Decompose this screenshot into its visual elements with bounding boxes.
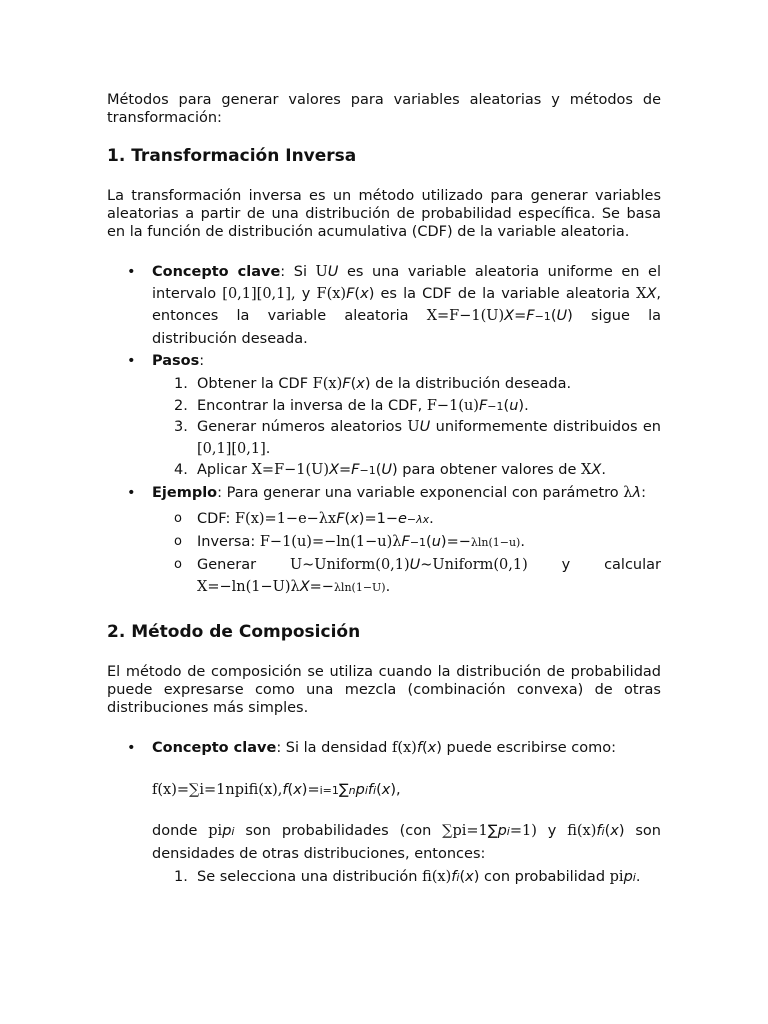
text: puede escribirse como: bbox=[441, 739, 616, 756]
math: x bbox=[350, 510, 359, 527]
math: i bbox=[506, 824, 510, 838]
math: F−1(u) bbox=[426, 397, 479, 414]
math: ) bbox=[364, 376, 371, 392]
text: CDF: bbox=[197, 510, 235, 527]
math: i bbox=[601, 824, 605, 838]
math: p bbox=[623, 868, 633, 885]
text: , entonces la variable aleatoria bbox=[152, 286, 661, 324]
text: Generar números aleatorios bbox=[197, 419, 408, 435]
section-1-heading: 1. Transformación Inversa bbox=[107, 146, 357, 166]
section-2-bullets bbox=[107, 737, 661, 889]
math: ( bbox=[503, 397, 510, 414]
math: F bbox=[336, 510, 345, 527]
math: U bbox=[419, 419, 431, 435]
text: para obtener valores de bbox=[397, 462, 582, 478]
text: : bbox=[199, 353, 205, 369]
step-number: 1. bbox=[174, 376, 188, 392]
math: e bbox=[397, 510, 407, 527]
math: ( bbox=[550, 308, 557, 324]
text: : bbox=[641, 484, 646, 501]
bullet-ejemplo bbox=[107, 482, 661, 599]
math: x bbox=[356, 376, 365, 392]
math: p bbox=[222, 822, 232, 839]
math: ) bbox=[392, 462, 398, 478]
math: fi(x) bbox=[422, 868, 452, 885]
math: p bbox=[355, 781, 365, 798]
text: . bbox=[524, 397, 529, 414]
spacer bbox=[107, 599, 661, 621]
bullet-concepto-clave bbox=[107, 261, 661, 350]
math: pi bbox=[609, 868, 624, 885]
math: ∑ bbox=[487, 822, 498, 839]
math: f bbox=[596, 822, 602, 839]
donde-text bbox=[152, 820, 661, 865]
paso-1 bbox=[152, 374, 661, 396]
step-number: 1. bbox=[174, 868, 188, 885]
math: i bbox=[364, 783, 368, 797]
text: Generar bbox=[197, 556, 290, 573]
math: i bbox=[373, 783, 377, 797]
math: i=1 bbox=[319, 783, 339, 797]
math: ( bbox=[344, 510, 351, 527]
math: X=−ln(1−U)λ bbox=[197, 578, 300, 595]
math: ( bbox=[354, 286, 361, 302]
bullet-pasos bbox=[107, 350, 661, 482]
math: U∼Uniform(0,1) bbox=[289, 556, 410, 573]
math: f bbox=[367, 781, 374, 798]
math: −1 bbox=[487, 399, 504, 413]
math: λ bbox=[623, 484, 633, 501]
math: −1 bbox=[359, 464, 376, 477]
math: ( bbox=[426, 533, 432, 550]
term: Concepto clave bbox=[152, 739, 277, 756]
math: F(x) bbox=[312, 376, 343, 392]
term: Concepto clave bbox=[152, 264, 281, 280]
math: f bbox=[282, 781, 288, 798]
math: i bbox=[632, 870, 636, 884]
text: : Si la densidad bbox=[276, 739, 392, 756]
math: n bbox=[348, 783, 356, 797]
math: u bbox=[509, 397, 519, 414]
math: pi bbox=[208, 822, 223, 839]
section-2-heading: 2. Método de Composición bbox=[107, 621, 361, 642]
math: [0,1][0,1], bbox=[222, 286, 296, 302]
composition-step-1 bbox=[152, 867, 661, 889]
math: =− bbox=[309, 578, 334, 595]
text: Aplicar bbox=[197, 462, 252, 478]
math: ∼Uniform(0,1) bbox=[420, 556, 528, 573]
math: =1) bbox=[509, 822, 537, 839]
text: y calcular bbox=[527, 556, 661, 573]
text: Encontrar la inversa de la CDF, bbox=[197, 397, 427, 414]
math: f(x)=∑i=1npifi(x), bbox=[152, 781, 283, 798]
math: f(x) bbox=[391, 739, 417, 756]
math: ( bbox=[421, 739, 428, 756]
text: donde bbox=[152, 822, 209, 839]
math: ) bbox=[473, 868, 480, 885]
math: X bbox=[329, 462, 339, 478]
math: i bbox=[231, 824, 235, 838]
math: F(x)=1−e−λx bbox=[235, 510, 337, 527]
text: son probabilidades (con bbox=[234, 822, 443, 839]
step-number: 3. bbox=[174, 419, 188, 435]
paso-4 bbox=[152, 460, 661, 482]
math: ( bbox=[376, 781, 382, 798]
math: F(x) bbox=[316, 286, 347, 302]
math: i bbox=[456, 870, 460, 884]
text: es la CDF de la variable aleatoria bbox=[374, 286, 637, 302]
section-2-paragraph: El método de composición se utiliza cuando la distribución de probabilidad puede expresarse como una mezcla (combinación convexa) de otras distribuciones más simples. bbox=[107, 663, 661, 716]
text: . bbox=[265, 440, 271, 457]
math: F bbox=[346, 286, 355, 302]
text: Obtener la CDF bbox=[197, 376, 313, 392]
text: . bbox=[429, 510, 434, 527]
math: U bbox=[381, 462, 393, 478]
math: ( bbox=[350, 376, 357, 392]
math: F bbox=[351, 462, 360, 478]
text: . bbox=[520, 533, 525, 550]
math: F bbox=[342, 376, 351, 392]
ejemplo-generar bbox=[152, 554, 661, 599]
math: U bbox=[556, 308, 568, 324]
math: −1 bbox=[534, 310, 551, 323]
text: sigue la distribución deseada. bbox=[152, 308, 662, 347]
ejemplo-inversa bbox=[152, 531, 661, 554]
step-number: 2. bbox=[174, 397, 188, 414]
math: U bbox=[315, 264, 328, 280]
math: ( bbox=[459, 868, 466, 885]
text: . bbox=[635, 868, 641, 885]
bullet-concepto-clave-2 bbox=[107, 737, 661, 889]
paso-2 bbox=[152, 396, 661, 418]
math: f bbox=[416, 739, 422, 756]
math: λln(1−u) bbox=[470, 535, 521, 549]
math: u bbox=[431, 533, 441, 550]
math: ), bbox=[390, 781, 401, 798]
step-number: 4. bbox=[174, 462, 188, 478]
section-1-paragraph: La transformación inversa es un método utilizado para generar variables aleatorias a partir de una distribución de probabilidad específica. Se basa en la función de distribución acumulativa (CDF) de la variable aleatoria. bbox=[107, 188, 661, 240]
math: ( bbox=[604, 822, 611, 839]
composition-formula bbox=[152, 779, 661, 802]
intro-text: Métodos para generar valores para variables aleatorias y métodos de transformación: bbox=[107, 92, 661, 126]
term: Ejemplo bbox=[152, 484, 218, 501]
composition-steps bbox=[152, 867, 661, 889]
text: con probabilidad bbox=[479, 868, 610, 885]
math: U bbox=[407, 419, 420, 435]
math: λln(1−U) bbox=[333, 580, 386, 594]
text: son densidades de otras distribuciones, entonces: bbox=[152, 822, 661, 862]
math: λ bbox=[632, 484, 642, 501]
math: ) bbox=[618, 822, 625, 839]
math: x bbox=[381, 781, 391, 798]
math: −1 bbox=[409, 535, 427, 549]
math: F bbox=[526, 308, 535, 324]
text: : Para generar una variable exponencial con parámetro bbox=[217, 484, 624, 501]
math: ∑ bbox=[338, 781, 349, 798]
text: y bbox=[536, 822, 568, 839]
math: F−1(u)=−ln(1−u)λ bbox=[259, 533, 402, 550]
math: )=− bbox=[440, 533, 471, 550]
math: X bbox=[646, 286, 657, 302]
math: F bbox=[478, 397, 488, 414]
text: y bbox=[295, 286, 317, 302]
math: x bbox=[360, 286, 369, 302]
math: ) bbox=[567, 308, 573, 324]
math: U bbox=[409, 556, 421, 573]
math: −λx bbox=[406, 512, 430, 526]
math: ( bbox=[375, 462, 382, 478]
paso-3 bbox=[152, 417, 661, 460]
math: x bbox=[293, 781, 302, 798]
math: X bbox=[636, 286, 647, 302]
math: U bbox=[327, 264, 339, 280]
math: X bbox=[504, 308, 515, 324]
math: ( bbox=[287, 781, 294, 798]
math: x bbox=[427, 739, 437, 756]
pasos-list bbox=[152, 374, 661, 482]
math: = bbox=[339, 462, 352, 478]
document-content bbox=[107, 91, 661, 888]
text: . bbox=[601, 462, 606, 478]
math: ) bbox=[368, 286, 375, 302]
math: x bbox=[610, 822, 619, 839]
text: Inversa: bbox=[197, 533, 260, 550]
math: X bbox=[581, 462, 592, 478]
math: p bbox=[497, 822, 507, 839]
math: x bbox=[465, 868, 474, 885]
math: fi(x) bbox=[567, 822, 597, 839]
term: Pasos bbox=[152, 353, 200, 369]
section-1-bullets bbox=[107, 261, 661, 599]
math: X bbox=[299, 578, 310, 595]
math: F bbox=[401, 533, 410, 550]
math: )= bbox=[301, 781, 320, 798]
math: )=1− bbox=[358, 510, 398, 527]
math: = bbox=[514, 308, 527, 324]
math: X=F−1(U) bbox=[426, 308, 505, 324]
text: uniformemente distribuidos en bbox=[430, 419, 662, 435]
ejemplo-cdf bbox=[152, 508, 661, 531]
ejemplo-sublist bbox=[152, 508, 661, 599]
text: . bbox=[385, 578, 391, 595]
text: de la distribución deseada. bbox=[370, 376, 572, 392]
math: f bbox=[451, 868, 457, 885]
math: X=F−1(U) bbox=[251, 462, 330, 478]
text: es una variable aleatoria uniforme en el intervalo bbox=[152, 264, 661, 302]
text: : Si bbox=[280, 264, 316, 280]
math: [0,1][0,1] bbox=[197, 440, 266, 457]
math: ) bbox=[436, 739, 442, 756]
math: ∑pi=1 bbox=[442, 822, 488, 839]
math: ) bbox=[518, 397, 525, 414]
text: Se selecciona una distribución bbox=[197, 868, 423, 885]
math: X bbox=[591, 462, 602, 478]
